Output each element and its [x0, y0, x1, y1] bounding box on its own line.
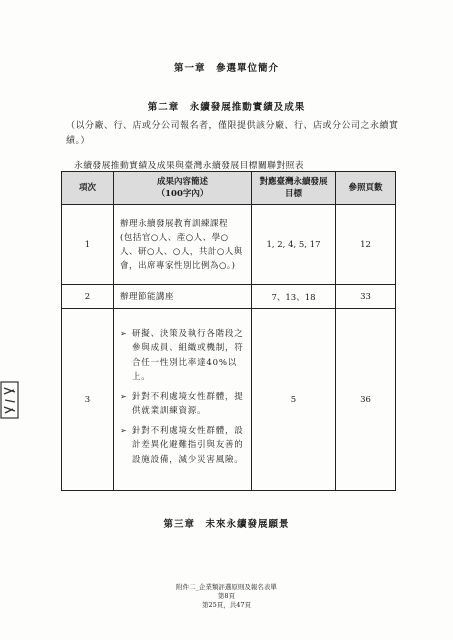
achievement-table — [61, 171, 396, 491]
row3-bullet-list — [114, 327, 251, 468]
row3-goals: 5 — [252, 309, 336, 491]
chapter2-heading: 第二章 永續發展推動實績及成果 — [147, 102, 306, 113]
header-content-line2: （100字內） — [156, 189, 209, 199]
header-content-line1: 成果內容簡述 — [156, 177, 208, 187]
row2-content — [114, 285, 252, 309]
header-content — [114, 172, 252, 205]
footer-page-total: 第25頁，共47頁 — [201, 601, 252, 609]
arrow-bullet-icon: ➢ — [120, 328, 128, 338]
arrow-bullet-icon: ➢ — [120, 425, 128, 435]
binding-stamp-icon — [0, 380, 20, 420]
header-goals-line1: 對應臺灣永續發展 — [259, 177, 328, 187]
list-item: ➢ 針對不利處境女性群體，提供就業訓練資源。 — [120, 391, 244, 417]
row2-page: 33 — [336, 285, 396, 309]
table-row — [62, 285, 396, 309]
row1-content-title: 辦理永續發展教育訓練課程 — [120, 218, 229, 229]
header-item-no: 項次 — [62, 172, 114, 205]
list-item: ➢ 研擬、決策及執行各階段之參與成員、組織或機制，符合任一性別比率達40%以上。 — [120, 328, 244, 383]
row1-content — [114, 205, 252, 285]
table-row — [62, 309, 396, 491]
row2-goals: 7、13、18 — [252, 285, 336, 309]
header-goals — [252, 172, 336, 205]
chapter3-heading: 第三章 未來永續發展願景 — [163, 519, 290, 530]
row3-page: 36 — [336, 309, 396, 491]
header-goals-line2: 目標 — [284, 189, 302, 199]
scope-note: （以分廠、行、店或分公司報名者，僅限提供該分廠、行、店或分公司之永續實績。） — [66, 121, 399, 146]
row1-page: 12 — [336, 205, 396, 285]
footer-page-local: 第8頁 — [217, 592, 236, 600]
row1-no: 1 — [62, 205, 114, 285]
row2-no: 2 — [62, 285, 114, 309]
page-footer — [0, 583, 453, 610]
row1-content-detail: (包括官○人、產○人、學○人、研○人、○人，共計○人與會，出席專家性別比例為○。) — [120, 232, 243, 271]
table-caption: 永續發展推動實績及成果與臺灣永續發展目標關聯對照表 — [74, 161, 304, 171]
table-header-row — [62, 172, 396, 205]
row3-content — [114, 309, 252, 491]
arrow-bullet-icon: ➢ — [120, 391, 128, 401]
footer-attachment: 附件二_企業類評選原則及報名表單 — [176, 583, 277, 591]
list-item: ➢ 針對不利處境女性群體，設計差異化避難指引與友善的設施設備，減少災害風險。 — [120, 425, 244, 465]
chapter1-heading: 第一章 參選單位簡介 — [173, 63, 279, 74]
row2-content-title: 辦理節能講座 — [120, 291, 175, 302]
row1-goals: 1, 2, 4, 5, 17 — [252, 205, 336, 285]
table-row — [62, 205, 396, 285]
row3-no: 3 — [62, 309, 114, 491]
header-page: 參照頁數 — [336, 172, 396, 205]
